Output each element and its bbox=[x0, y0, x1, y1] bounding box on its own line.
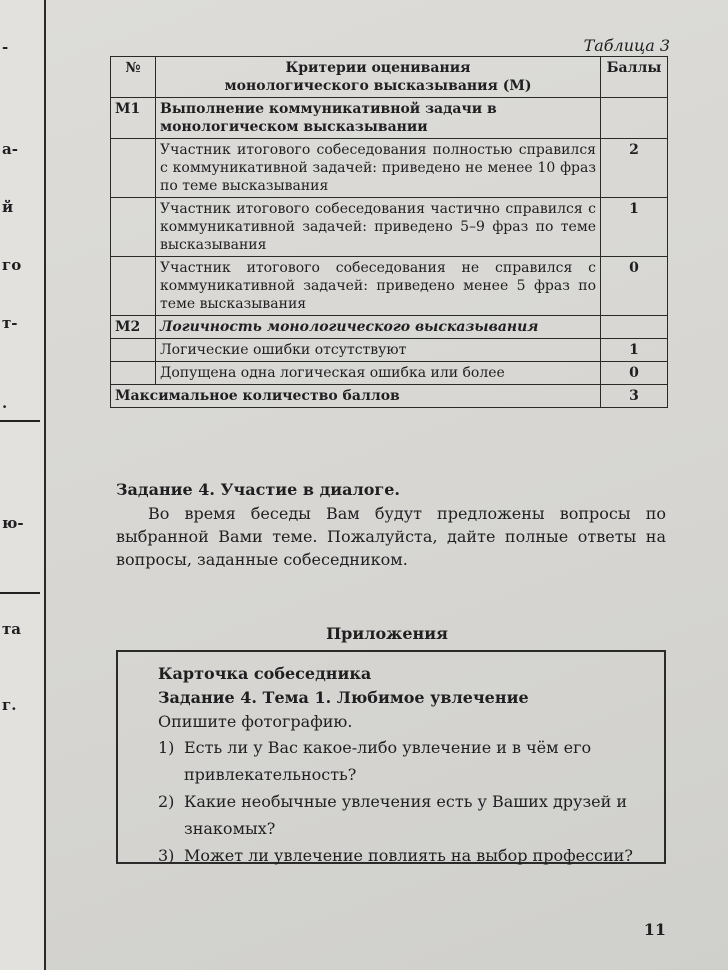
row-points: 0 bbox=[601, 257, 668, 316]
left-rule bbox=[0, 420, 40, 422]
row-points bbox=[601, 98, 668, 139]
card-instruction: Опишите фотографию. bbox=[158, 712, 353, 731]
task4-title: Задание 4. Участие в диалоге. bbox=[116, 480, 400, 499]
row-points: 1 bbox=[601, 339, 668, 362]
card-subtitle: Задание 4. Тема 1. Любимое увлечение bbox=[158, 688, 529, 707]
table-total-row bbox=[111, 385, 668, 408]
row-criterion: Участник итогового собеседования не справился с коммуникативной задачей: приведено менее 5 фраз по теме высказывания bbox=[156, 257, 601, 316]
row-points: 2 bbox=[601, 139, 668, 198]
header-criteria-line2: монологического высказывания (М) bbox=[224, 78, 532, 94]
row-criterion: Выполнение коммуникативной задачи в монологическом высказывании bbox=[156, 98, 601, 139]
task4-text: Во время беседы Вам будут предложены вопросы по выбранной Вами теме. Пожалуйста, дайте полные ответы на вопросы, заданные собеседником. bbox=[116, 504, 666, 569]
header-criteria-line1: Критерии оценивания bbox=[285, 60, 471, 76]
header-criteria bbox=[156, 57, 601, 98]
table-row bbox=[111, 316, 668, 339]
row-num bbox=[111, 139, 156, 198]
question-item bbox=[158, 788, 652, 842]
question-item bbox=[158, 734, 652, 788]
header-points: Баллы bbox=[601, 57, 668, 98]
question-item bbox=[158, 842, 652, 869]
row-num bbox=[111, 198, 156, 257]
total-label: Максимальное количество баллов bbox=[111, 385, 601, 408]
question-text: Есть ли у Вас какое-либо увлечение и в чём его привлекательность? bbox=[184, 738, 592, 784]
table-row bbox=[111, 257, 668, 316]
table-row bbox=[111, 339, 668, 362]
card-title: Карточка собеседника bbox=[158, 664, 372, 683]
table-row bbox=[111, 198, 668, 257]
left-rule bbox=[0, 592, 40, 594]
table-row bbox=[111, 362, 668, 385]
row-num bbox=[111, 257, 156, 316]
row-num bbox=[111, 362, 156, 385]
left-fragment: . bbox=[2, 394, 8, 412]
total-points: 3 bbox=[601, 385, 668, 408]
left-fragment: го bbox=[2, 256, 22, 274]
question-text: Какие необычные увлечения есть у Ваших друзей и знакомых? bbox=[184, 792, 628, 838]
interlocutor-card bbox=[116, 650, 666, 864]
left-fragment: й bbox=[2, 198, 14, 216]
row-criterion: Логичность монологического высказывания bbox=[156, 316, 601, 339]
page-number: 11 bbox=[643, 920, 666, 939]
row-criterion: Участник итогового собеседования полностью справился с коммуникативной задачей: приведено не менее 10 фраз по теме высказывания bbox=[156, 139, 601, 198]
left-page-edge bbox=[0, 0, 46, 970]
row-criterion: Логические ошибки отсутствуют bbox=[156, 339, 601, 362]
left-fragment: т- bbox=[2, 314, 18, 332]
page bbox=[46, 0, 728, 970]
row-points: 0 bbox=[601, 362, 668, 385]
question-number: 3) bbox=[158, 846, 175, 865]
row-criterion: Участник итогового собеседования частично справился с коммуникативной задачей: приведено 5–9 фраз по теме высказывания bbox=[156, 198, 601, 257]
table-header-row bbox=[111, 57, 668, 98]
row-num: М2 bbox=[111, 316, 156, 339]
left-fragment: ю- bbox=[2, 514, 24, 532]
row-criterion: Допущена одна логическая ошибка или более bbox=[156, 362, 601, 385]
table-row bbox=[111, 98, 668, 139]
row-points bbox=[601, 316, 668, 339]
row-num bbox=[111, 339, 156, 362]
table-caption: Таблица 3 bbox=[583, 36, 670, 55]
left-fragment: - bbox=[2, 38, 9, 56]
question-text: Может ли увлечение повлиять на выбор профессии? bbox=[184, 846, 633, 865]
question-number: 2) bbox=[158, 792, 175, 811]
table-row bbox=[111, 139, 668, 198]
row-points: 1 bbox=[601, 198, 668, 257]
header-num: № bbox=[111, 57, 156, 98]
question-list bbox=[158, 734, 652, 869]
row-num: М1 bbox=[111, 98, 156, 139]
left-fragment: г. bbox=[2, 696, 17, 714]
appendix-title: Приложения bbox=[326, 624, 448, 643]
question-number: 1) bbox=[158, 738, 175, 757]
criteria-table bbox=[110, 56, 668, 408]
left-fragment: та bbox=[2, 620, 22, 638]
left-fragment: а- bbox=[2, 140, 18, 158]
